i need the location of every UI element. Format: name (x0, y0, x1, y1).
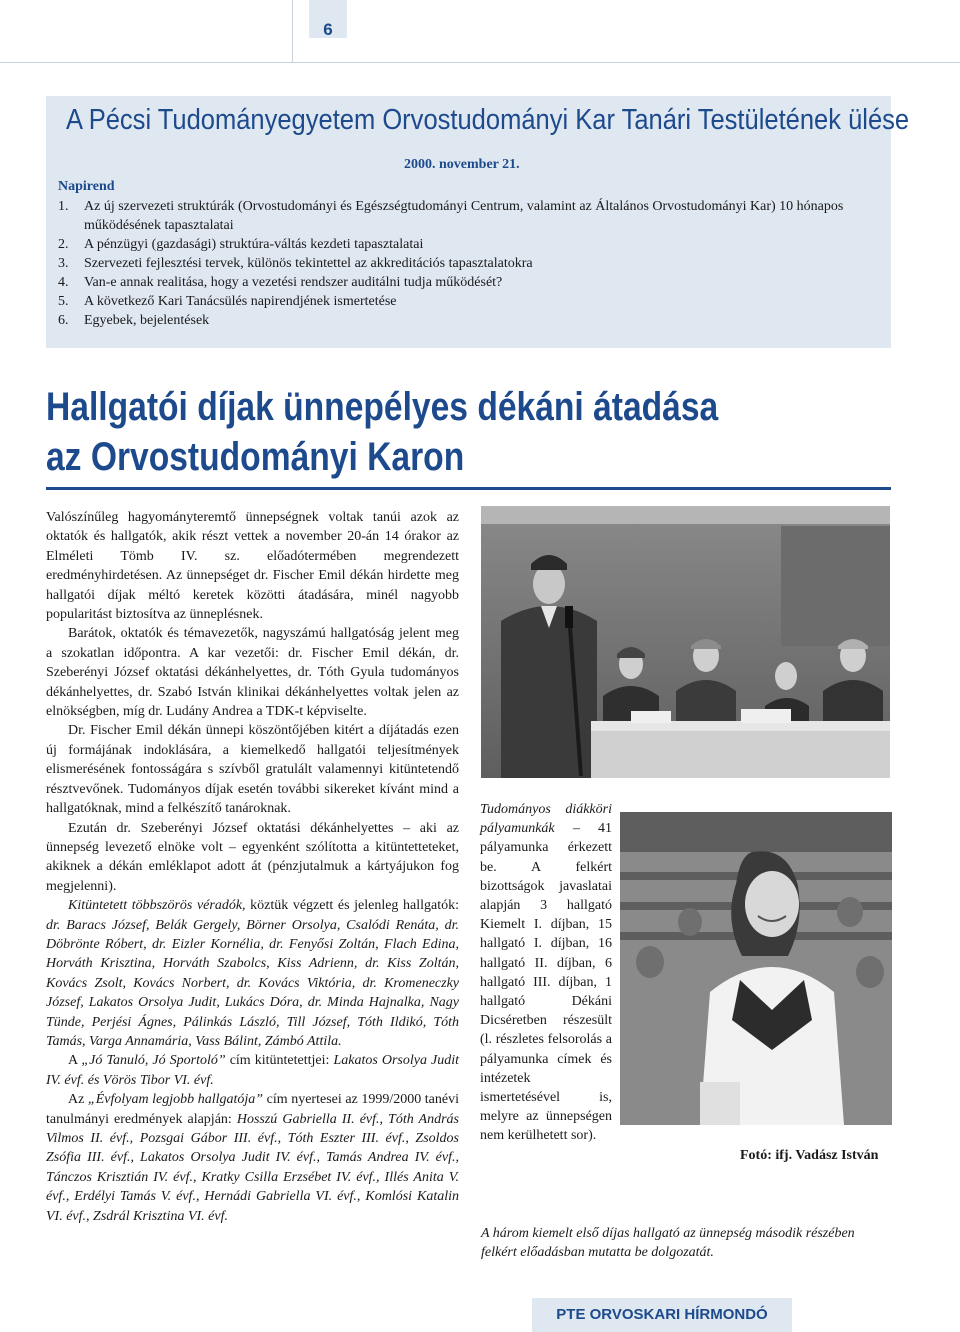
agenda-item: 4. Van-e annak realitása, hogy a vezetési rendszer auditálni tudja működését? (58, 275, 503, 290)
agenda-item: 6. Egyebek, bejelentések (58, 313, 210, 328)
paragraph: Barátok, oktatók és témavezetők, nagyszámú hallgatóság jelent meg a szokatlan időpontra. A kar vezetői: dr. Fischer Emil dékán, dr. Szeberényi József oktatási dékánhelyettes, dr. Tóth Gyula tudományos dékánhelyettes, dr. Szabó István klinikai dékánhelyettes voltak jelen az elnökségben, míg dr. Ludány Andrea a TDK-t képviselte. (46, 626, 459, 720)
publication-footer: PTE ORVOSKARI HÍRMONDÓ (532, 1298, 792, 1332)
article-title: Hallgatói díjak ünnepélyes dékáni átadása az Orvostudományi Karon (46, 385, 719, 479)
agenda-label: Napirend (58, 179, 115, 194)
paragraph: Kitüntetett többszörös véradók, köztük végzett és jelenleg hallgatók: dr. Baracs József, Belák Gergely, Börner Orsolya, Csalódi Renáta, dr. Döbrönte Róbert, dr. Eizler Kornélia, dr. Fenyősi Zoltán, Flach Edina, Horváth Krisztina, Horváth Szabolcs, Kiss Adrienn, dr. Kiss Zoltán, Kovács Zsolt, Kovács Norbert, dr. Kovács Viktória, dr. Kromeneczky József, Lakatos Orsolya Judit, Lukács Dóra, dr. Minda Hajnalka, Nagy Tünde, Perjési Ágnes, Pálinkás László, Till József, Tóth Ildikó, Tóth Tamás, Varga Annamária, Vass Bálint, Zámbó Attila. (46, 898, 459, 1049)
ceremony-photo (481, 506, 890, 778)
agenda-item: 3. Szervezeti fejlesztési tervek, különös tekintettel az akkreditációs tapasztalatokra (58, 256, 533, 271)
paragraph: Ezután dr. Szeberényi József oktatási dékánhelyettes – aki az ünnepség levezető elnöke volt – egyenként szólította a kitüntetteteket, akiknek a dékán emléklapot adott át (pénzjutalmuk a kártyájukon fog megjelenni). (46, 820, 459, 894)
photo-credit: Fotó: ifj. Vadász István (740, 1148, 879, 1163)
student-photo (620, 812, 892, 1125)
agenda-item: 5. A következő Kari Tanácsülés napirendjének ismertetése (58, 294, 397, 309)
agenda-title: A Pécsi Tudományegyetem Orvostudományi Kar Tanári Testületének ülése (66, 104, 910, 136)
article-body (46, 508, 459, 1226)
agenda-date: 2000. november 21. (404, 157, 520, 172)
title-rule (46, 487, 891, 490)
agenda-item: 2. A pénzügyi (gazdasági) struktúra-váltás kezdeti tapasztalatai (58, 237, 424, 252)
page-number: 6 (309, 0, 347, 38)
agenda-list (58, 197, 883, 330)
agenda-item: 1. Az új szervezeti struktúrák (Orvostudományi és Egészségtudományi Centrum, valamint az Általános Orvostudományi Kar) 10 hónapos működésének tapasztalatai (58, 199, 844, 233)
paragraph: Dr. Fischer Emil dékán ünnepi köszöntőjében kitért a díjátadás ezen új formájának indoklására, a kiemelkedő hallgatói teljesítmények elismerésének fontosságára s szívből gratulált valamennyi kitüntetendő résztvevőnek. Tudományos díjak esetén további sikereket kívánt mind a hallgatóknak, mind a felkészítő tanároknak. (46, 723, 459, 817)
side-caption: Tudományos diákköri pályamunkák – 41 pályamunka érkezett be. A felkért bizottságok javaslatai alapján 3 hallgató Kiemelt I. díjban, 15 hallgató I. díjban, 16 hallgató II. díjban, 6 hallgató III. díjban, 1 hallgató Dékáni Dicséretben részesült (l. részletes felsorolás a pályamunka címek és intézetek ismertetésével is, melyre az ünnepségen nem kerülhetett sor). (480, 802, 612, 1144)
paragraph: Valószínűleg hagyományteremtő ünnepségnek voltak tanúi azok az oktatók és hallgatók, akik részt vettek a november 20-án 14 órakor az Elméleti Tömb IV. sz. előadótermében megrendezett eredményhirdetésen. Az ünnepséget dr. Fischer Emil dékán hirdette meg hallgatói díjak méltó keretek közötti átadására, minél nagyobb popularitást biztosítva az ünneplésnek. (46, 510, 459, 623)
header-rule (0, 62, 960, 63)
paragraph: A „Jó Tanuló, Jó Sportoló” cím kitüntetettjei: Lakatos Orsolya Judit IV. évf. és Vörös Tibor VI. évf. (46, 1053, 459, 1088)
agenda-box (46, 96, 910, 348)
paragraph: Az „Évfolyam legjobb hallgatója” cím nyertesei az 1999/2000 tanévi tanulmányi eredmények alapján: Hosszú Gabriella II. évf., Tóth András Vilmos II. évf., Pozsgai Gábor III. évf., Tóth Eszter III. évf., Zsoldos Zsófia III. évf., Lakatos Orsolya Judit IV. évf., Tamás Andrea IV. évf., Tánczos Krisztián IV. évf., Kratky Csilla Erzsébet IV. évf., Illés Anita V. évf., Erdélyi Tamás V. évf., Hernádi Gabriella VI. évf., Komlósi Katalin VI. évf., Zsdrál Krisztina VI. évf. (46, 1092, 459, 1224)
header-divider (292, 0, 293, 62)
photo-caption: A három kiemelt első díjas hallgató az ünnepség második részében felkért előadásban mutatta be dolgozatát. (481, 1226, 855, 1260)
